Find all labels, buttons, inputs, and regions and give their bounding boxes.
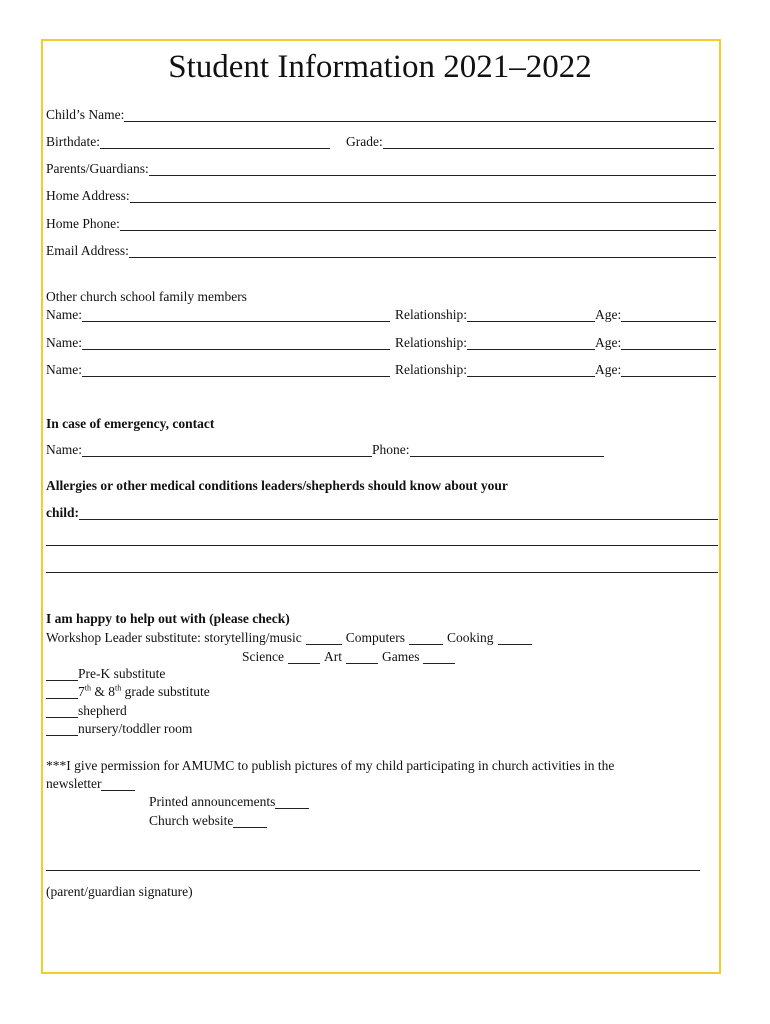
family-relationship-label: Relationship: xyxy=(395,335,467,350)
shepherd-label: shepherd xyxy=(78,703,127,718)
emergency-name-label: Name: xyxy=(46,442,82,457)
grade-sub-check-line[interactable] xyxy=(46,685,78,699)
help-heading: I am happy to help out with (please check) xyxy=(46,611,290,626)
emergency-heading: In case of emergency, contact xyxy=(46,416,215,431)
workshop-row-2 xyxy=(242,648,455,666)
emergency-phone-line[interactable] xyxy=(410,443,604,457)
website-check-line[interactable] xyxy=(233,814,267,828)
family-age-label: Age: xyxy=(595,307,622,322)
prek-check-line[interactable] xyxy=(46,667,78,681)
grade-sub-option[interactable] xyxy=(46,683,210,701)
computers-label: Computers xyxy=(345,630,405,645)
shepherd-option[interactable] xyxy=(46,702,127,720)
allergies-field[interactable] xyxy=(46,504,718,522)
family-relationship-line[interactable] xyxy=(467,308,595,322)
storytelling-check-line[interactable] xyxy=(306,631,342,645)
family-age-line[interactable] xyxy=(621,336,716,350)
family-relationship-label: Relationship: xyxy=(395,362,467,377)
form-title: Student Information 2021–2022 xyxy=(168,49,592,85)
parents-field[interactable] xyxy=(46,160,716,178)
prek-label: Pre-K substitute xyxy=(78,666,166,681)
games-label: Games xyxy=(381,649,420,664)
shepherd-check-line[interactable] xyxy=(46,704,78,718)
family-name-line[interactable] xyxy=(82,336,390,350)
family-age-line[interactable] xyxy=(621,363,716,377)
prek-option[interactable] xyxy=(46,665,165,683)
allergies-line-2[interactable] xyxy=(46,545,718,546)
computers-check-line[interactable] xyxy=(409,631,443,645)
art-label: Art xyxy=(323,649,342,664)
family-relationship-line[interactable] xyxy=(467,336,595,350)
parents-label: Parents/Guardians: xyxy=(46,161,149,176)
emergency-phone-label: Phone: xyxy=(372,442,410,457)
family-name-line[interactable] xyxy=(82,308,390,322)
child-name-field[interactable] xyxy=(46,106,716,124)
grade-label: Grade: xyxy=(346,134,383,149)
workshop-row xyxy=(46,629,532,647)
family-relationship-line[interactable] xyxy=(467,363,595,377)
allergies-child-label: child: xyxy=(46,505,80,520)
newsletter-option[interactable] xyxy=(46,775,135,793)
child-name-line[interactable] xyxy=(124,108,716,122)
birthdate-line[interactable] xyxy=(100,135,330,149)
grade-line[interactable] xyxy=(383,135,714,149)
nursery-option[interactable] xyxy=(46,720,192,738)
child-name-label: Child’s Name: xyxy=(46,107,125,122)
family-row-3[interactable] xyxy=(46,361,716,379)
home-phone-field[interactable] xyxy=(46,215,716,233)
cooking-label: Cooking xyxy=(447,630,494,645)
family-name-label: Name: xyxy=(46,335,82,350)
family-age-label: Age: xyxy=(595,335,622,350)
email-line[interactable] xyxy=(129,244,716,258)
family-row-1[interactable] xyxy=(46,306,716,324)
printed-option[interactable] xyxy=(149,793,309,811)
signature-label: (parent/guardian signature) xyxy=(46,884,193,899)
home-address-label: Home Address: xyxy=(46,188,130,203)
signature-line[interactable] xyxy=(46,870,700,871)
science-label: Science xyxy=(242,649,284,664)
printed-check-line[interactable] xyxy=(275,795,309,809)
email-field[interactable] xyxy=(46,242,716,260)
cooking-check-line[interactable] xyxy=(498,631,532,645)
allergies-line-1[interactable] xyxy=(79,506,718,520)
birthdate-field[interactable] xyxy=(46,133,330,151)
family-name-label: Name: xyxy=(46,362,82,377)
newsletter-check-line[interactable] xyxy=(101,777,135,791)
workshop-label: Workshop Leader substitute: storytelling/music xyxy=(46,630,302,645)
family-name-line[interactable] xyxy=(82,363,390,377)
nursery-label: nursery/toddler room xyxy=(78,721,193,736)
grade-field[interactable] xyxy=(346,133,714,151)
website-label: Church website xyxy=(149,813,234,828)
family-age-label: Age: xyxy=(595,362,622,377)
grade-sub-label: 7th & 8th grade substitute xyxy=(78,683,210,699)
website-option[interactable] xyxy=(149,812,267,830)
family-relationship-label: Relationship: xyxy=(395,307,467,322)
family-name-label: Name: xyxy=(46,307,82,322)
home-address-line[interactable] xyxy=(130,189,716,203)
allergies-heading: Allergies or other medical conditions leaders/shepherds should know about your xyxy=(46,478,508,493)
home-phone-line[interactable] xyxy=(120,217,716,231)
parents-line[interactable] xyxy=(149,162,716,176)
allergies-line-3[interactable] xyxy=(46,572,718,573)
science-check-line[interactable] xyxy=(288,650,320,664)
home-phone-label: Home Phone: xyxy=(46,216,120,231)
family-heading: Other church school family members xyxy=(46,289,247,304)
birthdate-label: Birthdate: xyxy=(46,134,100,149)
email-label: Email Address: xyxy=(46,243,129,258)
art-check-line[interactable] xyxy=(346,650,378,664)
newsletter-label: newsletter xyxy=(46,776,102,791)
family-row-2[interactable] xyxy=(46,334,716,352)
family-age-line[interactable] xyxy=(621,308,716,322)
games-check-line[interactable] xyxy=(423,650,455,664)
printed-label: Printed announcements xyxy=(149,794,276,809)
emergency-row[interactable] xyxy=(46,441,604,459)
permission-text: ***I give permission for AMUMC to publish pictures of my child participating in church activities in the xyxy=(46,758,615,773)
nursery-check-line[interactable] xyxy=(46,722,78,736)
home-address-field[interactable] xyxy=(46,187,716,205)
emergency-name-line[interactable] xyxy=(82,443,372,457)
